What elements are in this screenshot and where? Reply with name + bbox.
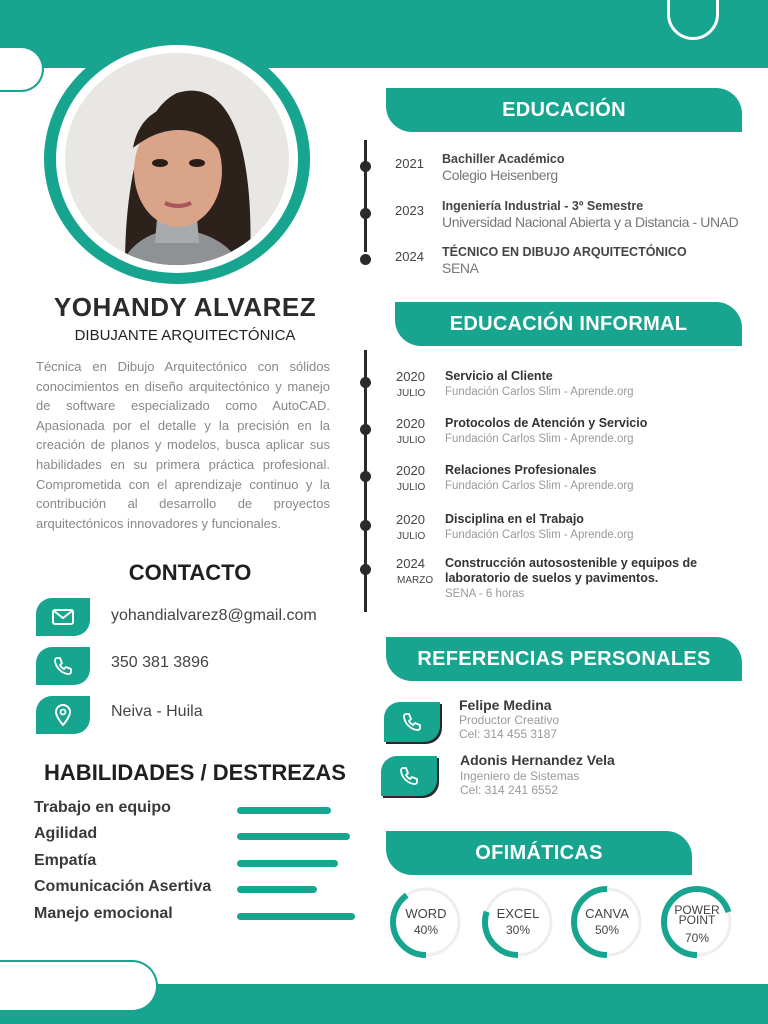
skill-label: Comunicación Asertiva [34, 878, 212, 895]
course-month: MARZO [397, 575, 434, 586]
person-name: YOHANDY ALVAREZ [53, 292, 317, 322]
timeline-dot [360, 424, 371, 435]
reference-phone[interactable]: Cel: 314 241 6552 [460, 783, 559, 797]
course-title: Disciplina en el Trabajo [445, 512, 584, 526]
course-title: Construcción autosostenible y equipos de laboratorio de suelos y pavimentos. [445, 556, 698, 585]
timeline-dot [360, 208, 371, 219]
education-place: SENA [442, 260, 479, 276]
course-provider: Fundación Carlos Slim - Aprende.org [445, 480, 634, 492]
skill-level-bar [237, 833, 350, 840]
person-role: DIBUJANTE ARQUITECTÓNICA [74, 327, 296, 344]
skill-level-bar [237, 860, 338, 867]
bottom-decor-tab [0, 960, 158, 1012]
location-pin-icon [36, 696, 90, 734]
gauge-percent: 50% [594, 923, 620, 937]
skill-label: Empatía [34, 852, 97, 869]
course-title: Protocolos de Atención y Servicio [445, 416, 648, 430]
reference-job: Productor Creativo [459, 713, 560, 727]
contact-location: Neiva - Huila [111, 703, 203, 720]
timeline-dot [360, 254, 371, 265]
office-skill-gauge [660, 885, 734, 959]
gauge-ring [481, 885, 555, 959]
course-year: 2020 [396, 369, 425, 384]
education-title: TÉCNICO EN DIBUJO ARQUITECTÓNICO [442, 245, 687, 259]
education-place: Colegio Heisenberg [442, 167, 558, 183]
reference-name: Felipe Medina [459, 697, 552, 713]
course-month: JULIO [397, 388, 426, 399]
gauge-label: EXCEL [496, 906, 540, 921]
phone-icon [381, 756, 437, 796]
gauge-percent: 30% [505, 923, 531, 937]
left-decor-tab [0, 46, 44, 92]
reference-job: Ingeniero de Sistemas [460, 769, 580, 783]
timeline-dot [360, 161, 371, 172]
gauge-percent: 70% [684, 931, 710, 945]
course-year: 2024 [396, 556, 425, 571]
education-heading: EDUCACIÓN [386, 88, 742, 132]
timeline-dot [360, 471, 371, 482]
skills-heading: HABILIDADES / DESTREZAS [44, 760, 346, 785]
course-title: Relaciones Profesionales [445, 463, 597, 477]
contact-heading: CONTACTO [128, 560, 252, 585]
course-title: Servicio al Cliente [445, 369, 553, 383]
gauge-percent: 40% [413, 923, 439, 937]
course-provider: Fundación Carlos Slim - Aprende.org [445, 529, 634, 541]
skill-label: Trabajo en equipo [34, 799, 171, 816]
office-skill-gauge [570, 885, 644, 959]
phone-icon [36, 647, 90, 685]
gauge-label: CANVA [585, 906, 629, 921]
gauge-ring [570, 885, 644, 959]
course-provider: Fundación Carlos Slim - Aprende.org [445, 386, 634, 398]
office-skill-gauge [389, 885, 463, 959]
informal-education-heading: EDUCACIÓN INFORMAL [395, 302, 742, 346]
timeline-dot [360, 564, 371, 575]
skill-level-bar [237, 913, 355, 920]
course-month: JULIO [397, 435, 426, 446]
education-year: 2023 [395, 203, 424, 218]
mail-icon [36, 598, 90, 636]
education-title: Ingeniería Industrial - 3º Semestre [442, 199, 644, 213]
timeline-dot [360, 520, 371, 531]
gauge-label: WORD [405, 906, 447, 921]
contact-email[interactable]: yohandialvarez8@gmail.com [111, 607, 317, 624]
course-month: JULIO [397, 531, 426, 542]
skill-label: Agilidad [34, 825, 98, 842]
skill-label: Manejo emocional [34, 905, 173, 922]
office-heading: OFIMÁTICAS [386, 831, 692, 875]
course-year: 2020 [396, 416, 425, 431]
education-year: 2024 [395, 249, 424, 264]
timeline-dot [360, 377, 371, 388]
references-heading: REFERENCIAS PERSONALES [386, 637, 742, 681]
profile-summary: Técnica en Dibujo Arquitectónico con sólidos conocimientos en diseño arquitectónico y manejo de software especializado como AutoCAD. Apasionada por el detalle y la precisión en la creación de planos y modelos, busca aplicar sus habilidades en su primera práctica profesional. Comprometida con el aprendizaje continuo y la contribución al desarrollo de proyectos arquitectónicos innovadores y funcionales. [36, 359, 330, 531]
reference-name: Adonis Hernandez Vela [460, 752, 615, 768]
gauge-label: POWER POINT [674, 903, 720, 927]
course-year: 2020 [396, 512, 425, 527]
course-year: 2020 [396, 463, 425, 478]
reference-phone[interactable]: Cel: 314 455 3187 [459, 727, 558, 741]
profile-photo [65, 53, 289, 265]
education-place: Universidad Nacional Abierta y a Distancia - UNAD [442, 214, 739, 230]
office-skill-gauge [481, 885, 555, 959]
gauge-ring [389, 885, 463, 959]
course-provider: SENA - 6 horas [445, 588, 525, 600]
education-timeline-line [364, 140, 367, 252]
course-month: JULIO [397, 482, 426, 493]
skill-level-bar [237, 807, 331, 814]
skill-level-bar [237, 886, 317, 893]
course-provider: Fundación Carlos Slim - Aprende.org [445, 433, 634, 445]
education-year: 2021 [395, 156, 424, 171]
education-title: Bachiller Académico [442, 152, 565, 166]
phone-icon [384, 702, 440, 742]
contact-phone[interactable]: 350 381 3896 [111, 654, 209, 671]
